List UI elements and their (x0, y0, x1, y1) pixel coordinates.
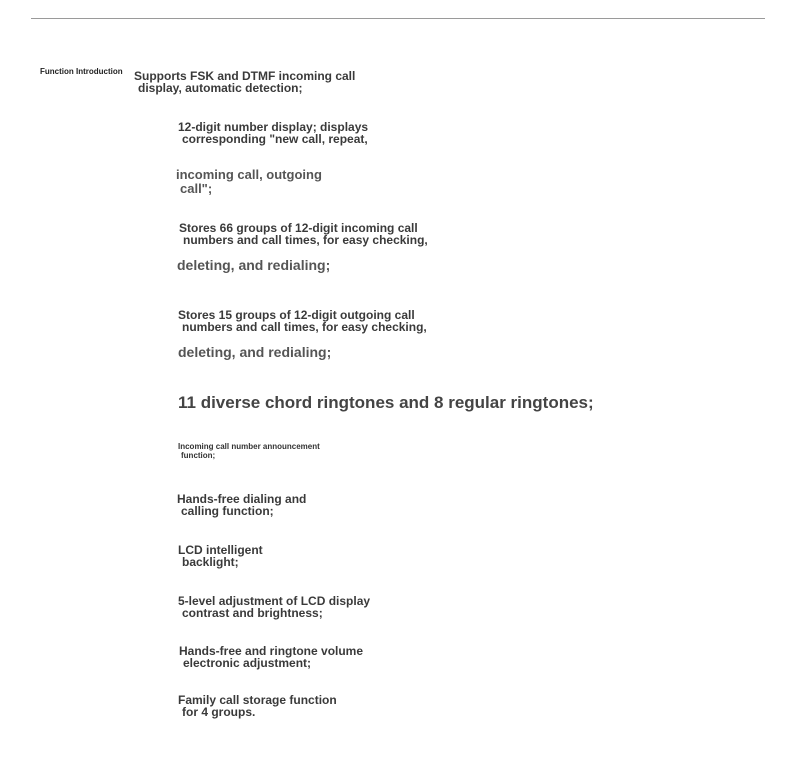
feature-line: Incoming call number announcement (178, 442, 320, 451)
feature-line: call"; (180, 181, 213, 196)
feature-line: numbers and call times, for easy checking, (182, 320, 427, 334)
feature-line: calling function; (181, 504, 274, 518)
feature-line: 11 diverse chord ringtones and 8 regular ringtones; (178, 393, 594, 412)
feature-line: 12-digit number display; displays (178, 120, 369, 134)
feature-line: incoming call, outgoing (176, 167, 322, 182)
feature-line: Stores 15 groups of 12-digit outgoing call (178, 308, 415, 322)
feature-line: Hands-free and ringtone volume (179, 644, 364, 658)
feature-line: display, automatic detection; (138, 81, 303, 95)
feature-line: LCD intelligent (178, 543, 263, 557)
feature-line: deleting, and redialing; (178, 344, 332, 360)
feature-line: deleting, and redialing; (177, 257, 331, 273)
feature-line: function; (181, 451, 216, 460)
feature-line: Stores 66 groups of 12-digit incoming call (179, 221, 418, 235)
top-divider (31, 18, 765, 19)
feature-line: Hands-free dialing and (177, 492, 307, 506)
feature-line: electronic adjustment; (183, 656, 312, 670)
feature-line: Family call storage function (178, 693, 337, 707)
feature-line: for 4 groups. (182, 705, 256, 719)
feature-line: Supports FSK and DTMF incoming call (134, 69, 356, 83)
feature-line: contrast and brightness; (182, 606, 323, 620)
section-heading: Function Introduction (40, 67, 123, 76)
feature-line: 5-level adjustment of LCD display (178, 594, 371, 608)
feature-line: corresponding "new call, repeat, (182, 132, 368, 146)
feature-line: backlight; (182, 555, 239, 569)
feature-line: numbers and call times, for easy checking, (183, 233, 428, 247)
